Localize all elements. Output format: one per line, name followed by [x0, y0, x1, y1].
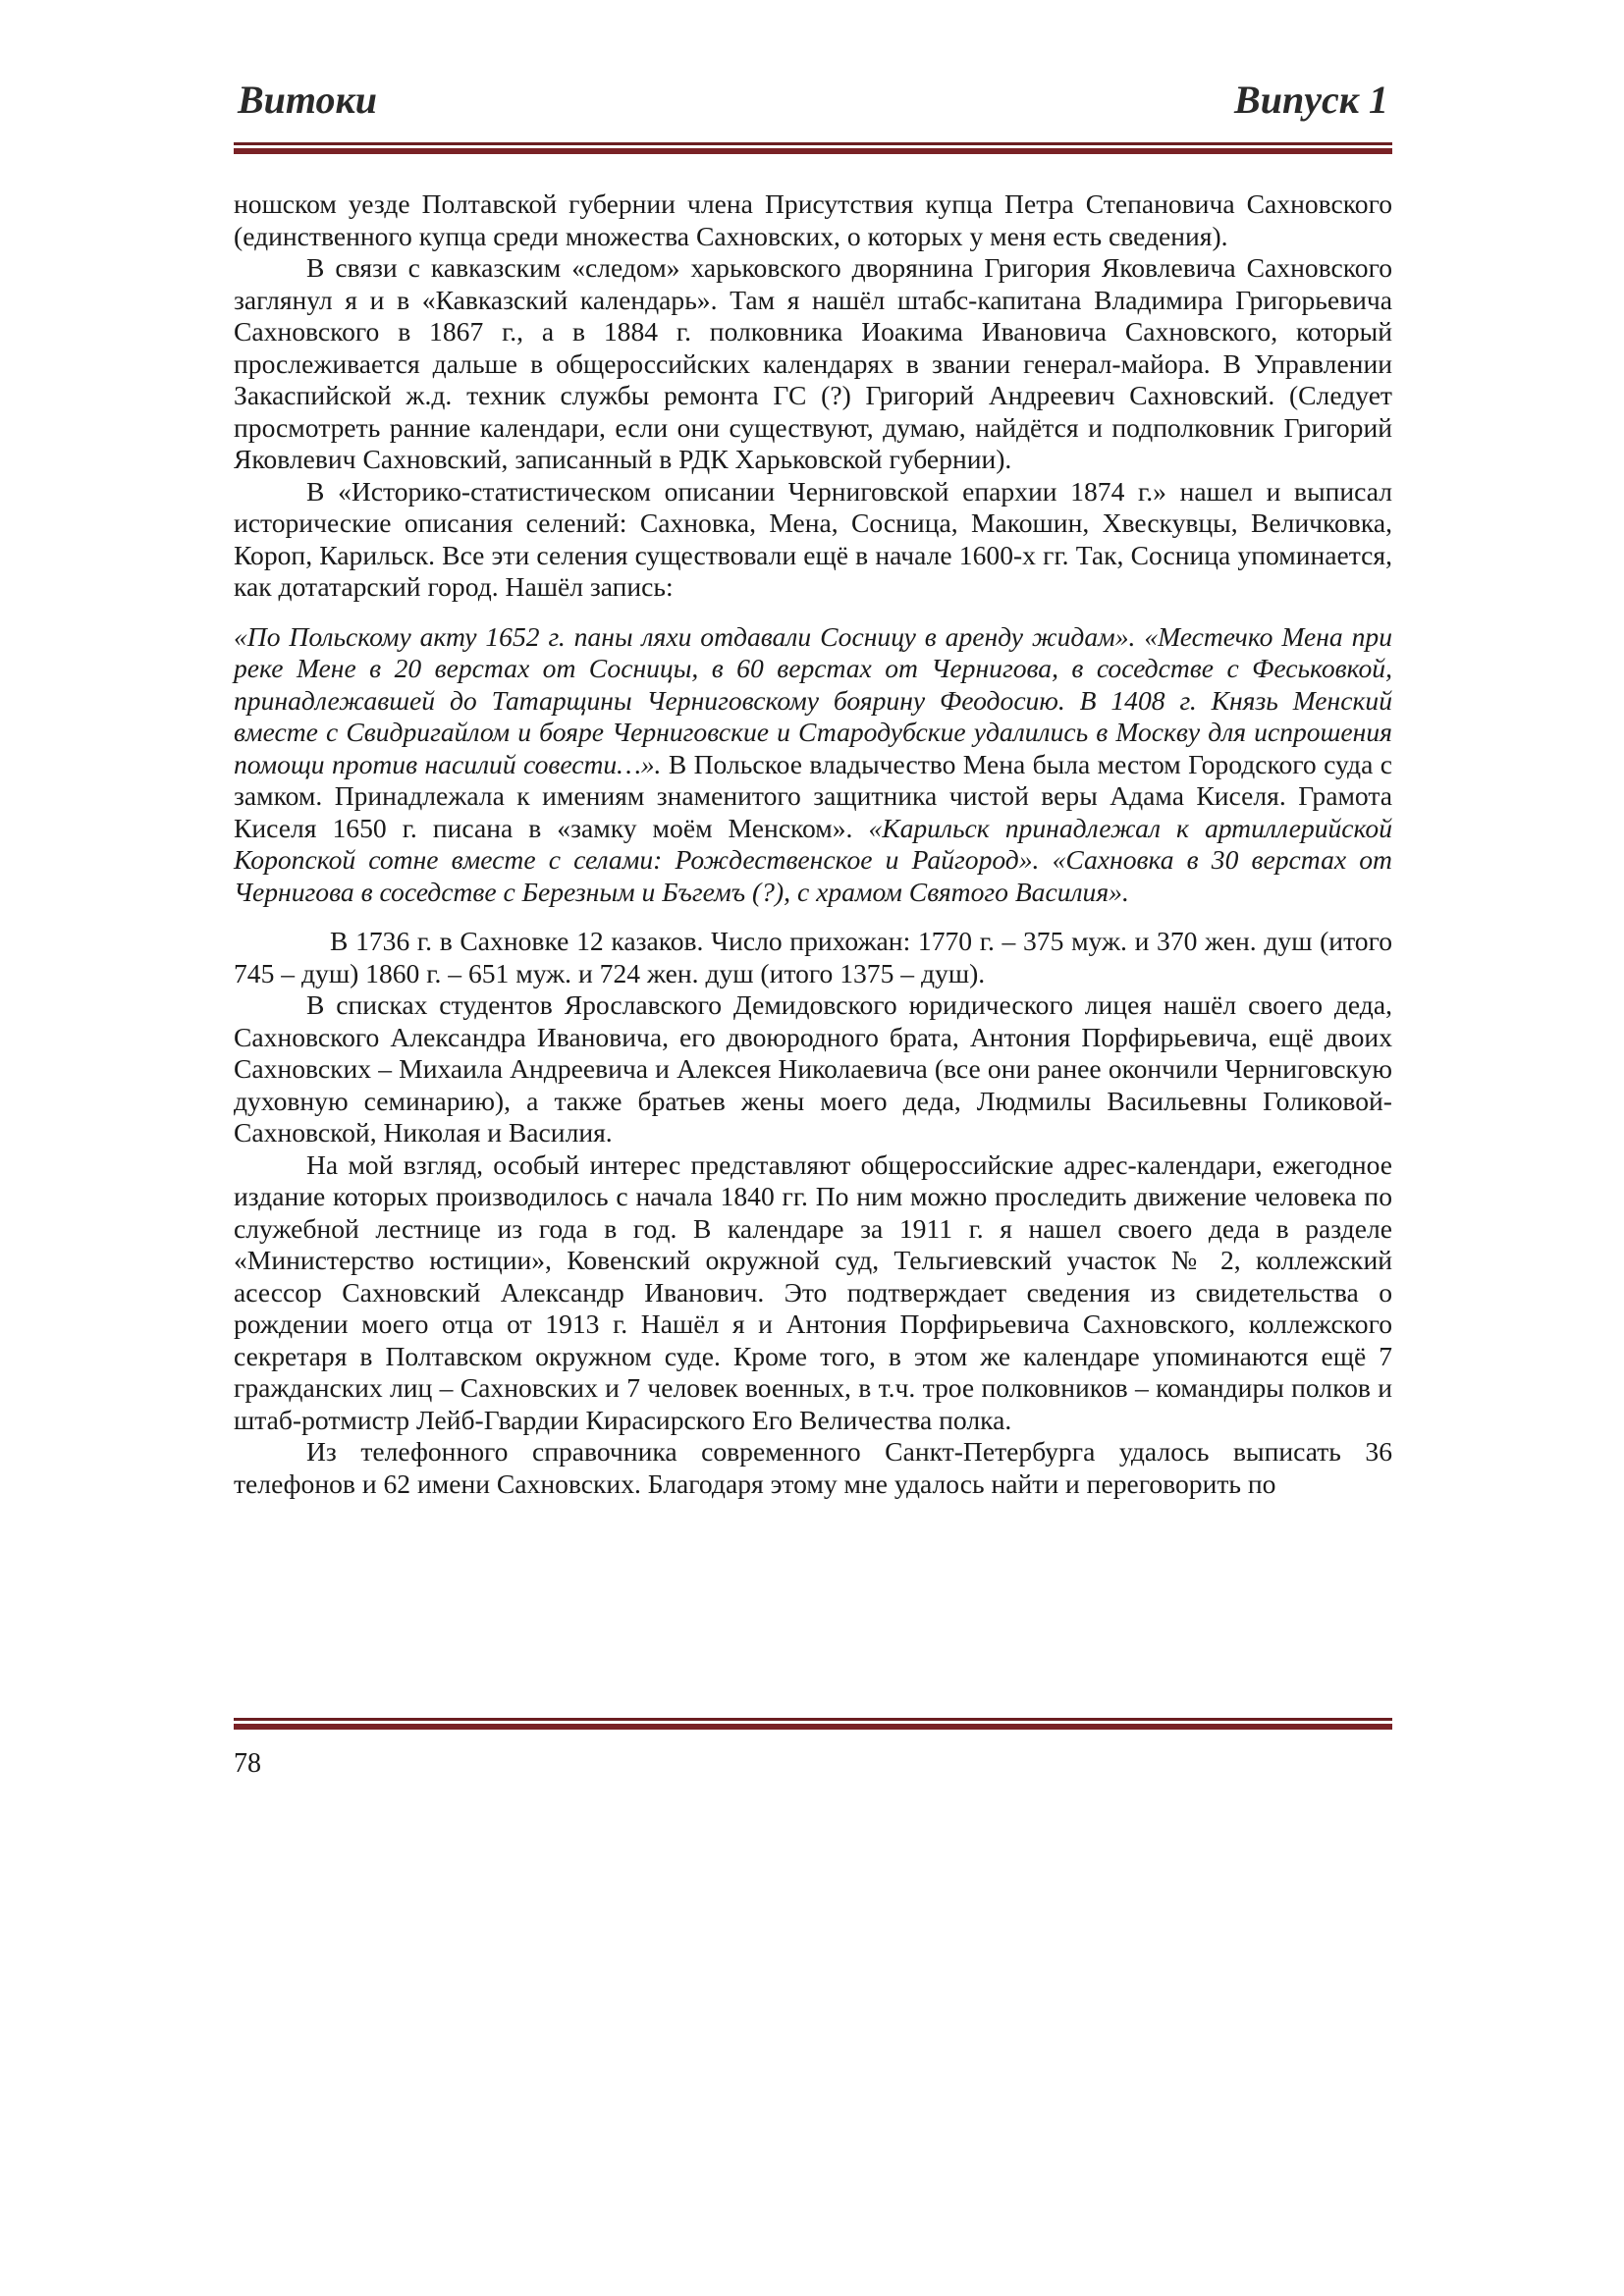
journal-title: Витоки — [238, 78, 378, 122]
article-body — [234, 188, 1392, 1500]
page-header — [234, 77, 1392, 135]
quoted-excerpt — [234, 621, 1392, 909]
paragraph: В 1736 г. в Сахновке 12 казаков. Число прихожан: 1770 г. – 375 муж. и 370 жен. душ (итого 745 – душ) 1860 г. – 651 муж. и 724 жен. душ (итого 1375 – душ). — [234, 926, 1392, 988]
paragraph: В связи с кавказским «следом» харьковского дворянина Григория Яковлевича Сахновского заглянул я и в «Кавказский календарь». Там я нашёл штабс-капитана Владимира Григорьевича Сахновского в 1867 г., а в 1884 г. полковника Иоакима Ивановича Сахновского, который прослеживается дальше в общероссийских календарях в звании генерал-майора. В Управлении Закаспийской ж.д. техник службы ремонта ГС (?) Григорий Андреевич Сахновский. (Следует просмотреть ранние календари, если они существуют, думаю, найдётся и подполковник Григорий Яковлевич Сахновский, записанный в РДК Харьковской губернии). — [234, 252, 1392, 474]
quote-plain-part: В Польское владычество Мена была местом Городского суда с замком. Принадлежала к имениям знаменитого защитника чистой веры Адама Киселя. Грамота Киселя 1650 г. писана в «замку моём Менском». — [234, 748, 1392, 843]
page-number: 78 — [234, 1748, 261, 1779]
footer-rule — [234, 1718, 1392, 1730]
paragraph: В списках студентов Ярославского Демидовского юридического лицея нашёл своего деда, Сахновского Александра Ивановича, его двоюродного брата, Антония Порфирьевича, ещё двоих Сахновских – Михаила Андреевича и Алексея Николаевича (все они ранее окончили Черниговскую духовную семинарию), а также братьев жены моего деда, Людмилы Васильевны Голиковой-Сахновской, Николая и Василия. — [234, 989, 1392, 1148]
paragraph: На мой взгляд, особый интерес представляют общероссийские адрес-календари, ежегодное издание которых производилось с начала 1840 гг. По ним можно проследить движение человека по служебной лестнице из года в год. В календаре за 1911 г. я нашел своего деда в разделе «Министерство юстиции», Ковенский окружной суд, Тельгиевский участок № 2, коллежский асессор Сахновский Александр Иванович. Это подтверждает сведения из свидетельства о рождении моего отца от 1913 г. Нашёл я и Антония Порфирьевича Сахновского, коллежского секретаря в Полтавском окружном суде. Кроме того, в этом же календаре упоминаются ещё 7 гражданских лиц – Сахновских и 7 человек военных, в т.ч. трое полковников – командиры полков и штаб-ротмистр Лейб-Гвардии Кирасирского Его Величества полка. — [234, 1148, 1392, 1435]
quote-italic-part: «Карильск принадлежал к артиллерийской Коропской сотне вместе с селами: Рождественское и Райгород». «Сахновка в 30 верстах от Чернигова в соседстве с Березным и Бъгемъ (?), с храмом Святого Василия». — [234, 812, 1392, 907]
paragraph: В «Историко-статистическом описании Черниговской епархии 1874 г.» нашел и выписал исторические описания селений: Сахновка, Мена, Сосница, Макошин, Хвескувцы, Величковка, Короп, Карильск. Все эти селения существовали ещё в начале 1600-х гг. Так, Сосница упоминается, как дотатарский город. Нашёл запись: — [234, 475, 1392, 602]
paragraph: ношском уезде Полтавской губернии члена Присутствия купца Петра Степановича Сахновского (единственного купца среди множества Сахновских, о которых у меня есть сведения). — [234, 188, 1392, 251]
paragraph: Из телефонного справочника современного Санкт-Петербурга удалось выписать 36 телефонов и 62 имени Сахновских. Благодаря этому мне удалось найти и переговорить по — [234, 1436, 1392, 1499]
issue-label: Випуск 1 — [1234, 78, 1388, 122]
header-rule — [234, 142, 1392, 154]
quote-italic-part: «По Польскому акту 1652 г. паны ляхи отдавали Сосницу в аренду жидам». «Местечко Мена при реке Мене в 20 верстах от Сосницы, в 60 верстах от Чернигова, в соседстве с Феськовкой, принадлежавшей до Татарщины Черниговскому боярину Феодосию. В 1408 г. Князь Менский вместе с Свидригайлом и бояре Черниговские и Стародубские удалились в Москву для испрошения помощи против насилий совести…». — [234, 620, 1392, 779]
